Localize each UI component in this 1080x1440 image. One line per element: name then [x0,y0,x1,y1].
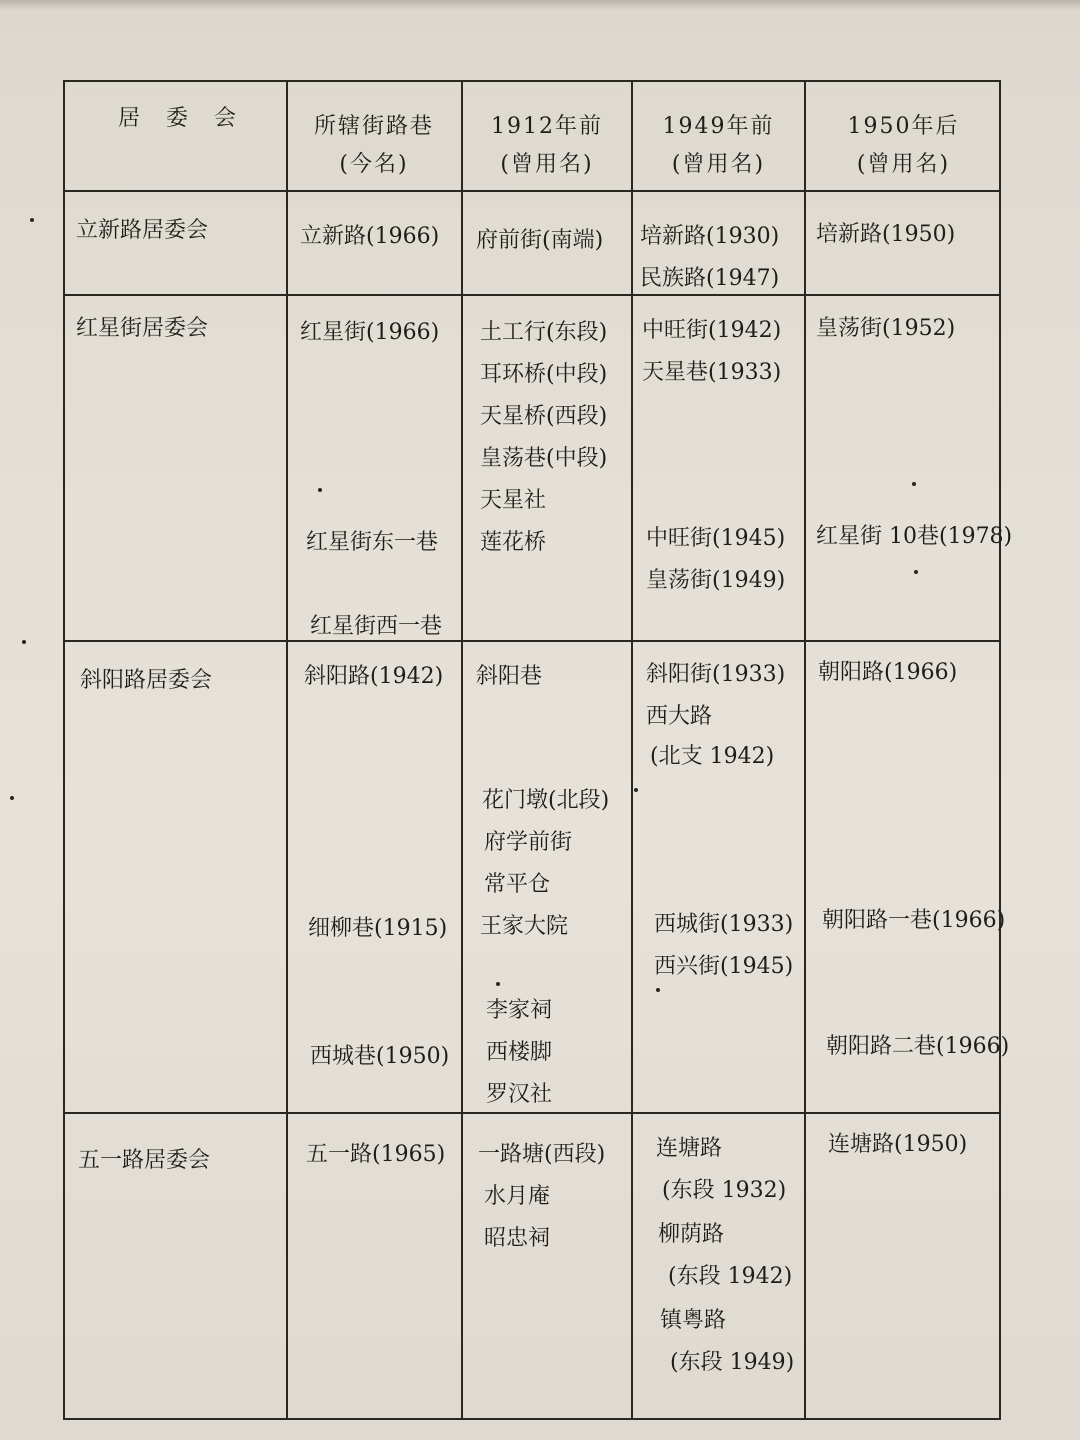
street-post-1950: 朝阳路一巷(1966) [822,908,1006,933]
street-pre-1912: 天星社 [480,488,547,513]
column-divider [631,80,633,1420]
ink-speck [22,640,26,644]
column-divider [804,80,806,1420]
header-text: 1912年前 [491,114,603,139]
header-text: 1949年前 [662,114,775,139]
street-post-1950: 皇荡街(1952) [816,316,956,341]
committee-name: 红星街居委会 [76,316,209,341]
ink-speck [912,482,916,486]
street-current: 细柳巷(1915) [308,916,448,941]
street-pre-1912: 府前街(南端) [476,228,604,253]
ink-speck [318,488,322,492]
street-pre-1949: (北支 1942) [650,744,775,769]
street-pre-1949: (东段 1949) [670,1350,795,1375]
street-pre-1949: 西大路 [646,704,713,729]
ink-speck [656,988,660,992]
street-current: 红星街东一巷 [306,530,439,555]
street-pre-1912: 府学前街 [484,830,573,855]
ink-speck [10,796,14,800]
street-pre-1949: 镇粤路 [660,1308,727,1333]
street-pre-1912: 水月庵 [484,1184,551,1209]
street-pre-1949: 培新路(1930) [640,224,780,249]
street-pre-1912: 皇荡巷(中段) [480,446,608,471]
street-pre-1949: 西兴街(1945) [654,954,794,979]
header-text: (曾用名) [500,152,594,177]
street-post-1950: 红星街 10巷(1978) [816,524,1013,549]
street-post-1950: 连塘路(1950) [828,1132,968,1157]
street-pre-1912: 天星桥(西段) [480,404,608,429]
street-pre-1949: (东段 1942) [668,1264,793,1289]
header-text: (曾用名) [856,152,951,177]
street-pre-1949: 民族路(1947) [640,266,780,291]
street-pre-1949: 连塘路 [656,1136,723,1161]
column-divider [461,80,463,1420]
street-pre-1912: 莲花桥 [480,530,547,555]
street-pre-1949: 中旺街(1942) [642,318,782,343]
header-text: 所辖街路巷 [313,114,434,139]
ink-speck [914,570,918,574]
header-post-1950 [806,108,1001,184]
street-current: 红星街(1966) [300,320,440,345]
street-pre-1949: 柳荫路 [658,1222,725,1247]
street-pre-1949: (东段 1932) [662,1178,787,1203]
page-edge-shadow [0,0,1080,10]
header-text: (曾用名) [671,152,766,177]
header-divider [63,190,1001,192]
ink-speck [496,982,500,986]
street-current: 斜阳路(1942) [304,664,444,689]
column-divider [286,80,288,1420]
header-text: 1950年后 [847,114,960,139]
street-pre-1949: 天星巷(1933) [642,360,782,385]
street-current: 西城巷(1950) [310,1044,450,1069]
committee-name: 斜阳路居委会 [80,668,213,693]
header-pre-1949 [633,108,804,184]
row-divider [63,294,1001,296]
street-post-1950: 朝阳路二巷(1966) [826,1034,1010,1059]
street-post-1950: 培新路(1950) [816,222,956,247]
street-current: 红星街西一巷 [310,614,443,639]
street-pre-1949: 西城街(1933) [654,912,794,937]
street-pre-1912: 西楼脚 [486,1040,553,1065]
street-pre-1912: 昭忠祠 [484,1226,551,1251]
street-pre-1912: 斜阳巷 [476,664,543,689]
street-pre-1912: 常平仓 [484,872,551,897]
street-pre-1912: 罗汉社 [486,1082,553,1107]
ink-speck [30,218,34,222]
ink-speck [634,788,638,792]
street-pre-1912: 李家祠 [486,998,553,1023]
row-divider [63,640,1001,642]
street-current: 五一路(1965) [306,1142,446,1167]
header-pre-1912 [463,108,631,184]
street-pre-1912: 花门墩(北段) [482,788,610,813]
header-text: (今名) [339,152,409,177]
street-pre-1912: 土工行(东段) [480,320,608,345]
street-pre-1912: 一路塘(西段) [478,1142,606,1167]
street-pre-1949: 皇荡街(1949) [646,568,786,593]
committee-name: 立新路居委会 [76,218,209,243]
street-pre-1912: 耳环桥(中段) [480,362,608,387]
street-post-1950: 朝阳路(1966) [818,660,958,685]
street-pre-1912: 王家大院 [480,914,569,939]
street-current: 立新路(1966) [300,224,440,249]
committee-name: 五一路居委会 [78,1148,211,1173]
header-committee: 居 委 会 [117,106,238,131]
street-pre-1949: 斜阳街(1933) [646,662,786,687]
header-current-name [288,108,460,184]
street-pre-1949: 中旺街(1945) [646,526,786,551]
